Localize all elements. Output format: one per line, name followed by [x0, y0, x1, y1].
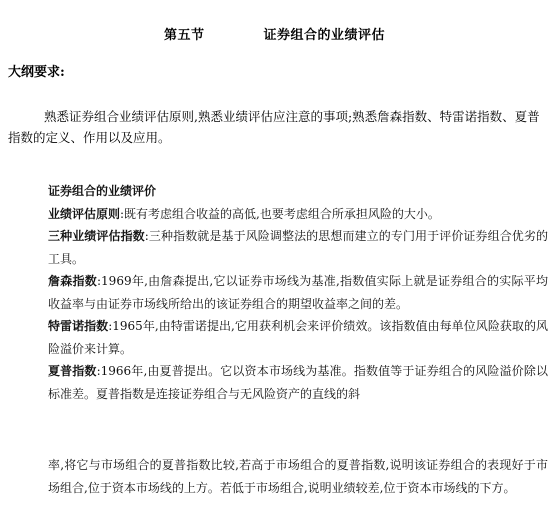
- jensen-paragraph: [48, 270, 548, 315]
- principle-paragraph: [48, 203, 548, 226]
- three-indices-paragraph: [48, 225, 548, 270]
- sharpe-continuation: 率,将它与市场组合的夏普指数比较,若高于市场组合的夏普指数,说明该证券组合的表现好于市场组合,位于资本市场线的上方。若低于市场组合,说明业绩较差,位于资本市场线的下方。: [48, 458, 548, 495]
- sharpe-text: :1966年,由夏普提出。它以资本市场线为基准。指数值等于证券组合的风险溢价除以标准差。夏普指数是连接证券组合与无风险资产的直线的斜: [48, 364, 548, 401]
- treynor-paragraph: [48, 315, 548, 360]
- outline-requirements: 熟悉证券组合业绩评估原则,熟悉业绩评估应注意的事项;熟悉詹森指数、特雷诺指数、夏普指数的定义、作用以及应用。: [8, 109, 540, 145]
- treynor-label: 特雷诺指数: [48, 319, 109, 333]
- sharpe-label: 夏普指数: [48, 364, 97, 378]
- three-indices-label: 三种业绩评估指数: [48, 229, 145, 243]
- chapter-number: 第五节: [163, 28, 205, 43]
- section-heading: 证券组合的业绩评价: [48, 184, 157, 198]
- page-title: [0, 24, 549, 43]
- principle-label: 业绩评估原则: [48, 206, 121, 221]
- jensen-text: :1969年,由詹森提出,它以证券市场线为基准,指数值实际上就是证券组合的实际平均收益率与由证券市场线所给出的该证券组合的期望收益率之间的差。: [48, 274, 548, 311]
- scanned-excerpt-continued: [48, 454, 548, 499]
- jensen-label: 詹森指数: [48, 274, 97, 288]
- sharpe-paragraph: [48, 360, 548, 405]
- treynor-text: :1965年,由特雷诺提出,它用获利机会来评价绩效。该指数值由每单位风险获取的风险溢价来计算。: [48, 319, 548, 356]
- scanned-excerpt: [48, 180, 548, 405]
- chapter-title: 证券组合的业绩评估: [263, 28, 386, 43]
- three-indices-text: :三种指数就是基于风险调整法的思想而建立的专门用于评价证券组合优劣的工具。: [48, 229, 548, 266]
- principle-text: :既有考虑组合收益的高低,也要考虑组合所承担风险的大小。: [120, 206, 440, 221]
- outline-heading: 大纲要求:: [8, 65, 65, 80]
